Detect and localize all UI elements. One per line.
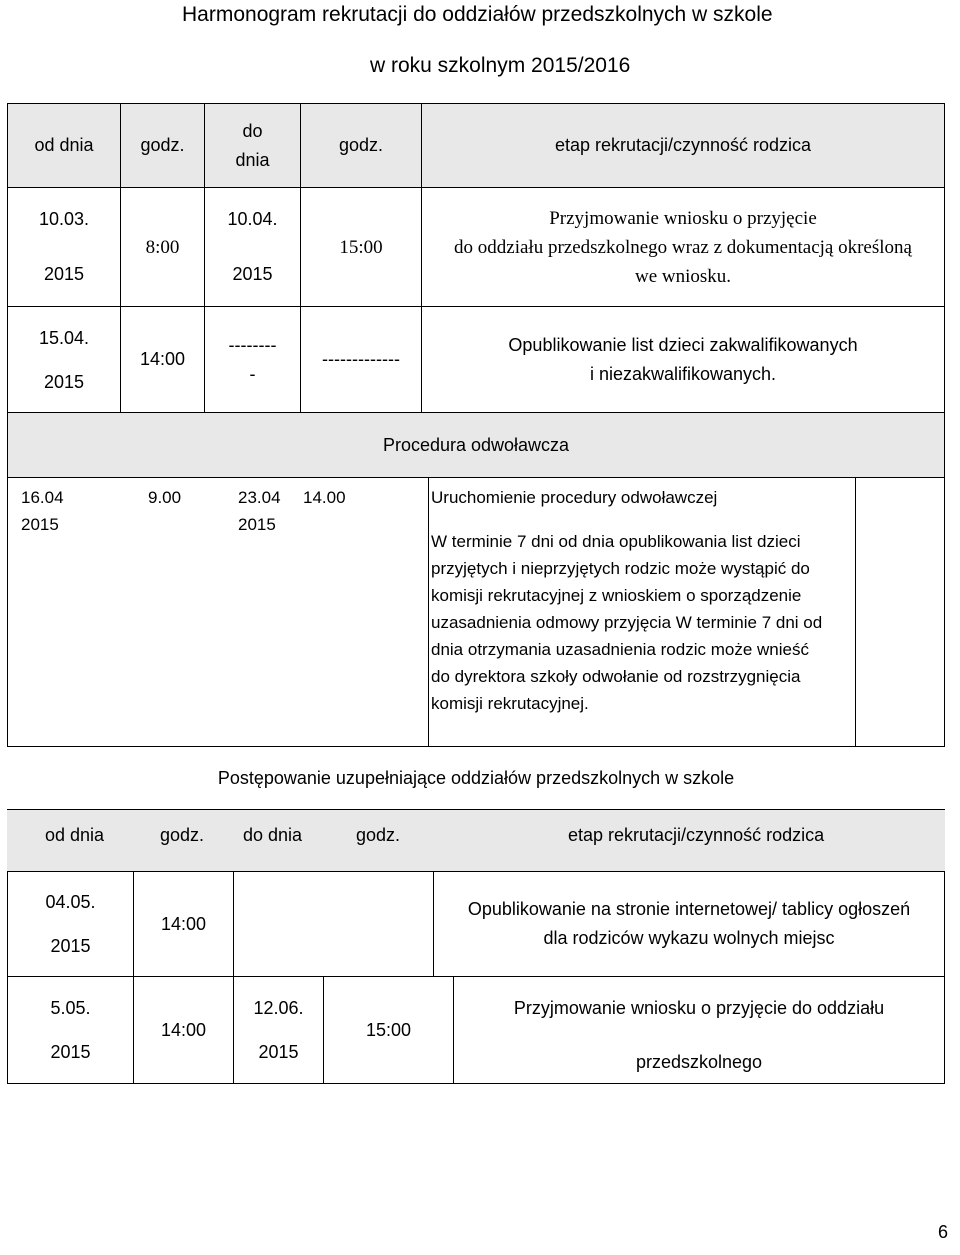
header-do-dnia: do dnia [235,120,270,170]
header-godz-2: godz. [338,135,384,155]
row1-godz: 8:00 [145,236,180,258]
row3-godz-2: 14.00 [303,488,346,507]
row1-godz-2: 15:00 [339,236,383,258]
row2-do-dnia: -------- - [228,334,277,384]
header-od-dnia: od dnia [34,135,94,155]
t2-row2-godz: 14:00 [160,1019,207,1040]
row3-godz: 9.00 [148,488,182,507]
t2-header-do-dnia: do dnia [243,825,303,845]
row1-od-dnia: 10.03. 2015 [38,209,90,284]
t2-row2-godz-2: 15:00 [365,1019,412,1040]
t2-row1-etap: Opublikowanie na stronie internetowej/ tablicy ogłoszeń dla rodziców wykazu wolnych miejsc [467,899,911,948]
t2-header-godz: godz. [160,825,205,845]
row1-do-dnia: 10.04. 2015 [227,209,278,284]
t2-header-od-dnia: od dnia [45,825,105,845]
t2-row2-etap: Przyjmowanie wniosku o przyjęcie do oddziału przedszkolnego [513,998,885,1072]
header-godz: godz. [140,135,185,155]
row3-do-dnia: 23.04 2015 [238,488,281,534]
t2-row1-od-dnia: 04.05. 2015 [45,892,96,956]
t2-header-etap: etap rekrutacji/czynność rodzica [568,825,825,845]
row1-etap: Przyjmowanie wniosku o przyjęcie do oddziału przedszkolnego wraz z dokumentacją określoną we wniosku. [454,207,912,287]
page-number: 6 [938,1222,949,1242]
row3-od-dnia: 16.04 2015 [21,488,64,534]
row2-od-dnia: 15.04. 2015 [38,327,90,392]
t2-header-godz-2: godz. [356,825,401,845]
section-title-procedura: Procedura odwoławcza [382,434,570,455]
row2-godz-2: ------------- [322,349,400,369]
t2-row2-do-dnia: 12.06. 2015 [253,998,304,1062]
t2-row2-od-dnia: 5.05. 2015 [50,998,91,1062]
section-title-uzupelniajace: Postępowanie uzupełniające oddziałów przedszkolnych w szkole [217,767,735,788]
t2-row1-godz: 14:00 [160,913,207,934]
row3-etap: Uruchomienie procedury odwoławczej W terminie 7 dni od dnia opublikowania list dzieci przyjętych i nieprzyjętych rodzic może wystąpić do komisji rekrutacyjnej z wnioskiem o sporządzenie uzasadnienia odmowy przyjęcia W terminie 7 dni od dnia otrzymania uzasadnienia rodzic może wnieść do dyrektora szkoły odwołanie od rozstrzygnięcia komisji rekrutacyjnej. [431,484,855,717]
header-etap: etap rekrutacji/czynność rodzica [554,135,812,155]
row2-godz: 14:00 [139,349,186,369]
row3-etap-title: Uruchomienie procedury odwoławczej [431,488,718,507]
row2-etap: Opublikowanie list dzieci zakwalifikowanych i niezakwalifikowanych. [508,334,858,384]
